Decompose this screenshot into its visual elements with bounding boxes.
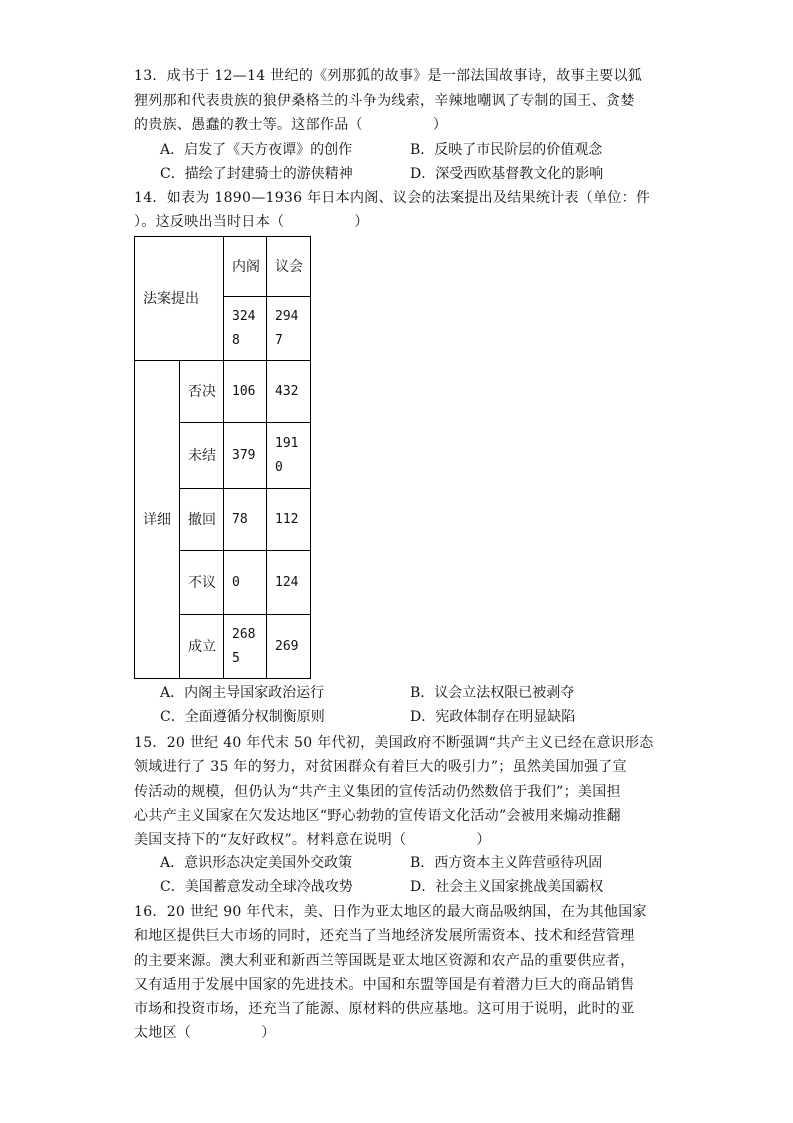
table-cell: [267, 615, 311, 679]
q15-line-3: 传活动的规模，但仍认为“共产主义集团的宣传活动仍然数倍于我们”；美国担: [134, 784, 621, 800]
q16-line-6: [134, 1021, 276, 1045]
q15-option-d: D．社会主义国家挑战美国霸权: [410, 879, 604, 895]
cell-value: 432: [275, 383, 299, 399]
table-cell: [224, 489, 267, 551]
q14-line-1: 14．如表为 1890—1936 年日本内阁、议会的法案提出及结果统计表（单位：件: [134, 190, 651, 206]
row-label: 成立: [188, 638, 216, 655]
table-row-label: [180, 423, 224, 489]
table-cell: [267, 489, 311, 551]
cell-value: 2685: [232, 626, 256, 666]
q16-line-2: 和地区提供巨大市场的同时，还充当了当地经济发展所需资本、技术和经营管理: [134, 928, 635, 944]
cell-value: 1910: [275, 435, 299, 475]
q16-line-6-text: 太地区（: [134, 1025, 192, 1041]
row-label: 撤回: [188, 511, 216, 528]
q14-bracket-close: ）: [354, 214, 369, 230]
row-label: 未结: [188, 447, 216, 464]
table-cell: 3248: [232, 308, 256, 348]
q13-option-d: D．深受西欧基督教文化的影响: [410, 166, 604, 182]
cell-value: 0: [232, 574, 240, 590]
statistics-table: [134, 236, 311, 679]
table-cell: [224, 423, 267, 489]
header-cabinet-cell: [224, 237, 267, 297]
q15-line-4: 心共产主义国家在欠发达地区“野心勃勃的宣传语文化活动”会被用来煽动推翻: [134, 808, 621, 824]
cell-value: 379: [232, 447, 256, 463]
q15-option-c: C．美国蓄意发动全球冷战攻势: [160, 879, 353, 895]
q14-option-c: C．全面遵循分权制衡原则: [160, 709, 325, 725]
cell-value: 78: [232, 511, 248, 527]
q15-line-1: 15．20 世纪 40 年代末 50 年代初，美国政府不断强调“共产主义已经在意识形态: [134, 735, 654, 751]
proposed-cabinet-cell: [224, 297, 267, 361]
table-cell: [267, 361, 311, 423]
q13-line-1: 13．成书于 12—14 世纪的《列那狐的故事》是一部法国故事诗，故事主要以狐: [134, 68, 643, 84]
q13-option-c: C．描绘了封建骑士的游侠精神: [160, 166, 353, 182]
table-row-label: [180, 361, 224, 423]
q14-line-2-text: ）。这反映出当时日本（: [134, 214, 285, 230]
header-diet-cell: [267, 237, 311, 297]
q15-option-a: A．意识形态决定美国外交政策: [160, 855, 353, 871]
q16-bracket-close: ）: [261, 1025, 276, 1041]
q13-option-b: B．反映了市民阶层的价值观念: [410, 142, 603, 158]
cell-value: 106: [232, 383, 256, 399]
col-header-diet: 议会: [275, 258, 303, 275]
q15-bracket-close: ）: [476, 832, 491, 848]
q14-line-2: [134, 210, 369, 234]
row-label: 否决: [188, 383, 216, 400]
q15-option-b: B．西方资本主义阵营亟待巩固: [410, 855, 603, 871]
row-label: 不议: [188, 574, 216, 591]
table-cell: 2947: [275, 308, 299, 348]
group-label-detail: 详细: [143, 511, 171, 528]
table-cell: [224, 551, 267, 615]
q16-line-1: 16．20 世纪 90 年代末，美、日作为亚太地区的最大商品吸纳国，在为其他国家: [134, 904, 647, 920]
proposed-diet-cell: [267, 297, 311, 361]
table-row-label: [180, 551, 224, 615]
q13-line-3: [134, 113, 447, 137]
table-row-label: [180, 615, 224, 679]
table-cell: [224, 361, 267, 423]
q16-line-4: 又有适用于发展中国家的先进技术。中国和东盟等国是有着潜力巨大的商品销售: [134, 977, 635, 993]
row-label-proposed: 法案提出: [143, 290, 199, 307]
q14-option-d: D．宪政体制存在明显缺陷: [410, 709, 576, 725]
q16-line-5: 市场和投资市场，还充当了能源、原材料的供应基地。这可用于说明，此时的亚: [134, 1001, 635, 1017]
cell-value: 112: [275, 511, 299, 527]
table-cell: [224, 615, 267, 679]
table-cell: [267, 423, 311, 489]
table-cell: [267, 551, 311, 615]
table-row-label: [180, 489, 224, 551]
group-label-cell: [135, 361, 180, 679]
q13-option-a: A．启发了《天方夜谭》的创作: [160, 142, 353, 158]
cell-value: 269: [275, 638, 299, 654]
q14-option-a: A．内阁主导国家政治运行: [160, 685, 325, 701]
q13-line-2: 狸列那和代表贵族的狼伊桑格兰的斗争为线索，辛辣地嘲讽了专制的国王、贪婪: [134, 93, 635, 109]
col-header-cabinet: 内阁: [232, 258, 260, 275]
cell-value: 124: [275, 574, 299, 590]
q14-option-b: B．议会立法权限已被剥夺: [410, 685, 575, 701]
header-proposed-cell: [135, 237, 224, 361]
q15-line-2: 领域进行了 35 年的努力，对贫困群众有着巨大的吸引力”；虽然美国加强了宣: [134, 759, 627, 775]
q13-bracket-close: ）: [432, 117, 448, 133]
q15-line-5-text: 美国支持下的“友好政权”。材料意在说明（: [134, 832, 407, 848]
q13-line-3-text: 的贵族、愚蠢的教士等。这部作品（: [134, 117, 363, 133]
q15-line-5: [134, 828, 491, 852]
q16-line-3: 的主要来源。澳大利亚和新西兰等国既是亚太地区资源和农产品的重要供应者，: [134, 953, 635, 969]
